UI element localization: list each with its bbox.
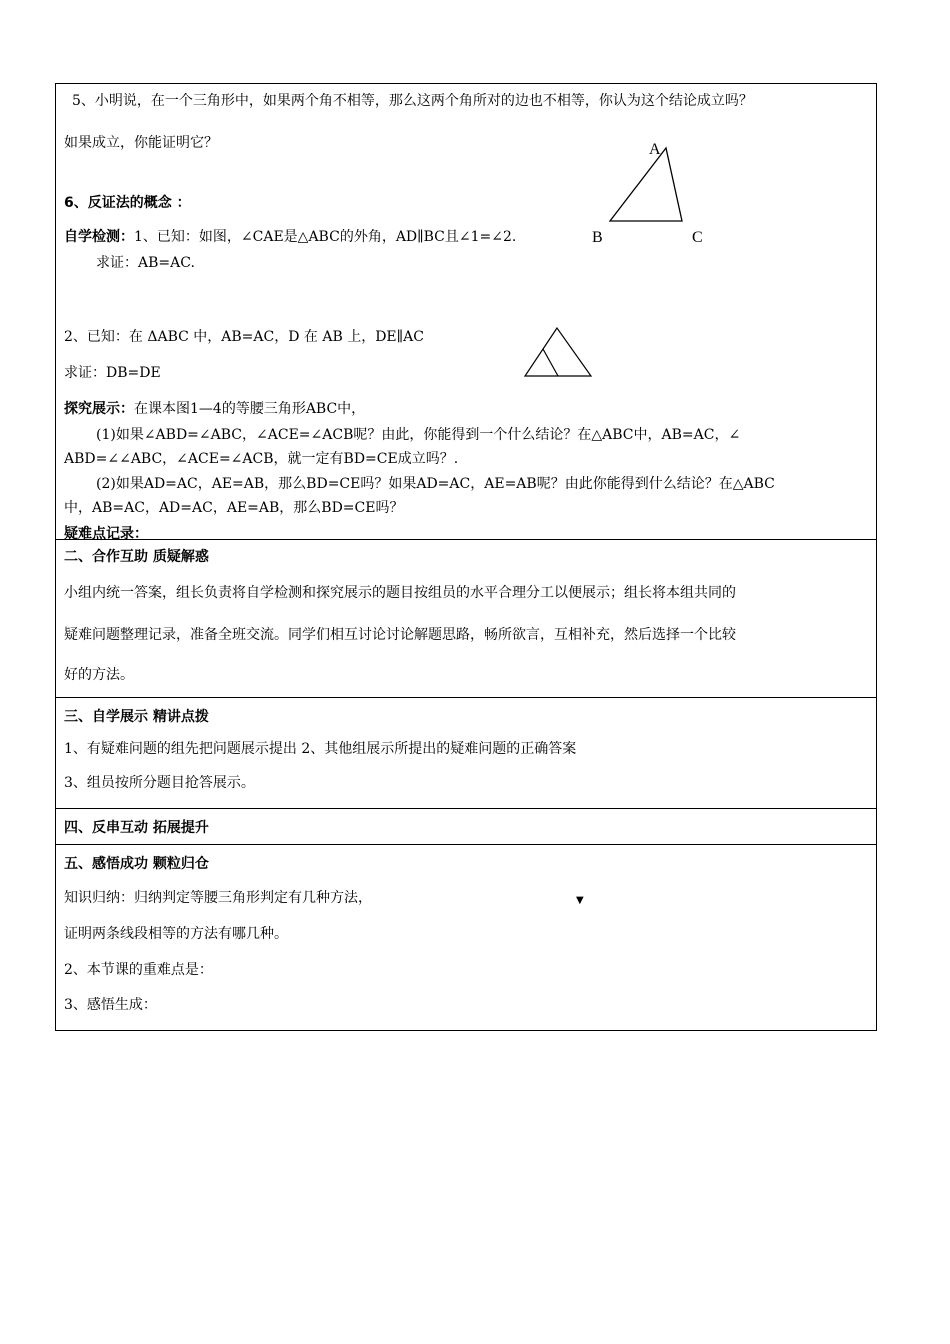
- section4-title: 四、反串互动 拓展提升: [64, 820, 209, 836]
- self-test-item1-proof: 求证：AB=AC.: [96, 255, 195, 271]
- section5-title: 五、感悟成功 颗粒归仓: [64, 856, 209, 872]
- difficulty-label: 疑难点记录：: [64, 526, 148, 542]
- q5-line1: 5、小明说，在一个三角形中，如果两个角不相等，那么这两个角所对的边也不相等，你认为这个结论成立吗？: [72, 93, 753, 109]
- section3-title: 三、自学展示 精讲点拨: [64, 709, 209, 725]
- explore-intro: [64, 398, 365, 418]
- section-extension: [56, 809, 876, 845]
- problems-cell: [56, 84, 876, 540]
- section2-line2: 疑难问题整理记录，准备全班交流。同学们相互讨论讨论解题思路，畅所欲言，互相补充，然后选择一个比较: [64, 627, 736, 643]
- explore-intro-text: 在课本图1—4的等腰三角形ABC中，: [134, 401, 366, 417]
- q6-title: 6、反证法的概念 ：: [64, 195, 191, 211]
- explore-p2-line2: 中，AB=AC，AD=AC，AE=AB，那么BD=CE吗？: [64, 500, 404, 516]
- vertex-label-b: B: [592, 229, 603, 246]
- triangle-abc-figure: [601, 140, 731, 250]
- triangle-de-figure: [521, 324, 601, 384]
- vertex-label-c: C: [692, 229, 703, 246]
- section5-line1: 知识归纳：归纳判定等腰三角形判定有几种方法，: [64, 890, 372, 906]
- section-presentation: [56, 698, 876, 809]
- section5-line3: 2、本节课的重难点是：: [64, 962, 213, 978]
- self-test-item2-proof: 求证：DB=DE: [64, 365, 161, 381]
- section5-line4: 3、感悟生成：: [64, 997, 157, 1013]
- small-triangle-mark-icon: ▼: [576, 895, 584, 906]
- section2-title: 二、合作互助 质疑解惑: [64, 549, 209, 565]
- self-test-label: 自学检测：: [64, 229, 134, 245]
- explore-p1-line2: ABD=∠∠ABC，∠ACE=∠ACB，就一定有BD=CE成立吗？.: [64, 451, 459, 467]
- section2-line3: 好的方法。: [64, 667, 134, 683]
- self-test-item1: [64, 226, 516, 246]
- explore-p2-line1: (2)如果AD=AC，AE=AB，那么BD=CE吗？如果AD=AC，AE=AB呢？由此你能得到什么结论？在△ABC: [96, 476, 775, 492]
- explore-label: 探究展示：: [64, 401, 134, 417]
- section5-line2: 证明两条线段相等的方法有哪几种。: [64, 926, 288, 942]
- section3-line2: 3、组员按所分题目抢答展示。: [64, 775, 255, 791]
- section2-line1: 小组内统一答案，组长负责将自学检测和探究展示的题目按组员的水平合理分工以便展示；组长将本组共同的: [64, 585, 736, 601]
- self-test-item2: 2、已知：在 ΔABC 中，AB=AC，D 在 AB 上，DE∥AC: [64, 329, 424, 345]
- explore-p1-line1: (1)如果∠ABD=∠ABC，∠ACE=∠ACB呢？由此，你能得到一个什么结论？在△ABC中，AB=AC，∠: [96, 427, 741, 443]
- section3-line1: 1、有疑难问题的组先把问题展示提出 2、其他组展示所提出的疑难问题的正确答案: [64, 741, 577, 757]
- worksheet-table: [55, 83, 877, 1031]
- q5-line2: 如果成立，你能证明它？: [64, 135, 218, 151]
- vertex-label-a: A: [649, 141, 661, 158]
- section-summary: [56, 845, 876, 1030]
- self-test-item1-text: 1、已知：如图，∠CAE是△ABC的外角，AD∥BC且∠1=∠2.: [134, 229, 517, 245]
- section-cooperation: [56, 540, 876, 698]
